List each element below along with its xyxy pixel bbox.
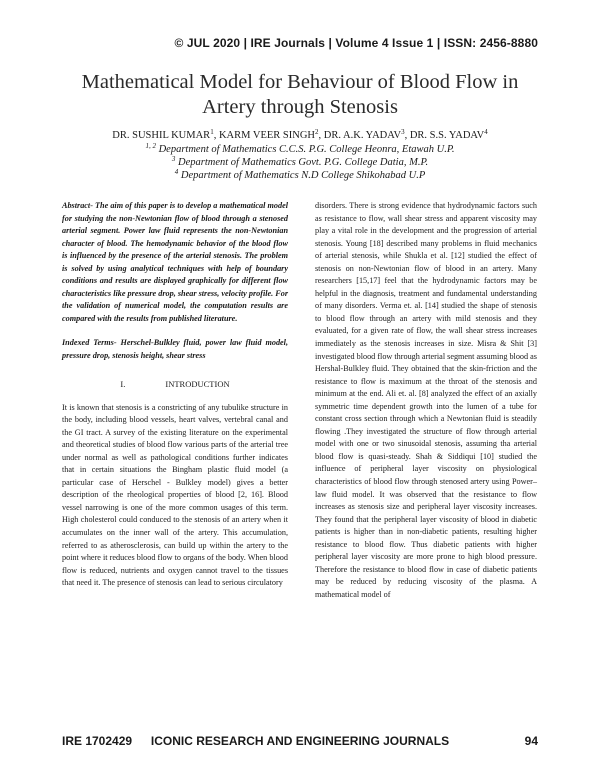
paper-title: [60, 70, 540, 120]
left-column: [62, 200, 288, 590]
author-name: DR. S.S. YADAV: [409, 130, 485, 141]
author-name: DR. A.K. YADAV: [323, 130, 402, 141]
affiliation-sup: 1, 2: [145, 142, 156, 150]
author-list: DR. SUSHIL KUMAR$^1$, KARM VEER SINGH$^2$, DR. A.K. YADAV$^3$, DR. S.S. YADAV$^4$: [112, 128, 488, 141]
footer-journal-name: ICONIC RESEARCH AND ENGINEERING JOURNALS: [150, 734, 450, 748]
affiliation-list: [40, 143, 560, 182]
author-sup: 4: [484, 128, 488, 136]
journal-header: © JUL 2020 | IRE Journals | Volume 4 Issue 1 | ISSN: 2456-8880: [174, 36, 538, 50]
footer-paper-id: IRE 1702429: [62, 734, 133, 748]
author-name: KARM VEER SINGH: [218, 130, 316, 141]
affiliation-text: Department of Mathematics C.C.S. P.G. College Heonra, Etawah U.P.: [158, 144, 455, 155]
affiliation-sup: 3: [171, 155, 176, 163]
title-line-2: Artery through Stenosis: [202, 96, 398, 118]
affiliation: [40, 156, 560, 169]
page-number: 94: [524, 734, 538, 748]
author-sup: 1: [210, 128, 214, 136]
author-name: DR. SUSHIL KUMAR: [112, 130, 211, 141]
abstract: Abstract- The aim of this paper is to develop a mathematical model for studying the non-Newtonian flow of blood through a stenosed arterial segment. Power law fluid represents the non-Newtonian character of blood. The hemodynamic behavior of the blood flow is influenced by the presence of the arterial stenosis. The problem is solved by using analytical techniques with help of boundary conditions and results are displayed graphically for different flow characteristics like pressure drop, shear stress, velocity profile. For the validation of numerical model, the computation results are compared with the results from published literature.: [62, 201, 288, 323]
intro-paragraph-right: disorders. There is strong evidence that hydrodynamic factors such as resistance to flow, wall shear stress and apparent viscosity may play a vital role in the development and the progression of arterial stenosis. Young [18] described many problems in fluid mechanics of arterial stenosis, while Shukla et al. [12] studied the effect of stenosis on non-Newtonian flow of blood in an artery. Many researchers [15,17] feel that the hydrodynamic factors may be helpful in the diagnosis, treatment and fundamental understanding of many disorders. Verma et. al. [14] studied the shape of stenosis to blood flow through an artery with mild stenosis and they evaluated, for a given rate of flow, the wall shear stress increases immediately as the stenosis increases in size. Misra & Shit [3] investigated blood flow through arterial segment assuming blood as Hershal-Bulkley fluid. They obtained that the skin-friction and the resistance to flow is maximum at the throat of the stenosis and minimum at the end. Ali et. al. [8] analyzed the effect of an axially symmetric time dependent growth into the lumen of a tube for constant cross section through which a Newtonian fluid is steadily flowing .They investigated the structure of flow through arterial model with one or two sinusoidal stenosis, assuming tha arterial blood flow is quasi-steady. Shah & Siddiqui [10] studied the influence of peripheral layer viscosity on physiological characteristics of blood flow through stenosed artery using Power–law fluid model. It was observed that the resistance to flow increases as stenosis size and peripheral layer viscosity increases. They found that the peripheral layer viscosity of blood in diabetic patients is higher than in non-diabetic patients, resulting higher resistance to blood flow. Thus diabetic patients with higher peripheral layer viscosity are more prone to high blood pressure. Therefore the resistance to blood flow in case of diabetic patients may be reduced by reducing viscosity of the plasma. A mathematical model of: [315, 201, 537, 599]
affiliation-text: Department of Mathematics N.D College Shikohabad U.P: [180, 170, 426, 181]
right-column: [315, 200, 537, 602]
affiliation: [40, 143, 560, 156]
section-heading: [62, 378, 288, 390]
affiliation-sup: 4: [174, 168, 179, 176]
intro-paragraph-left: It is known that stenosis is a constricting of any tubulike structure in the body, including blood vessels, heart valves, vertebral canal and the GI tract. A survey of the existing literature on the experimental and theoretical studies of blood flow various parts of the arterial tree under normal as well as pathological conditions further indicates that in certain situations the Bingham plastic fluid model (a particular case of Herschel - Bulkley model) gives a better description of the rheological properties of blood [2, 16]. Blood vessel narrowing is one of the more common usages of this term. High cholesterol could conduced to the stenosis of an artery when it accumulates on the inner wall of the artery. This accumulation, referred to as atherosclerosis, can build up within the artery to the point where it reduces blood flow to organs of the body. When blood flow is reduced, nutrients and oxygen cannot travel to the tissues that need it. The presence of stenosis can lead to serious circulatory: [62, 402, 288, 588]
keywords: Indexed Terms- Herschel-Bulkley fluid, power law fluid model, pressure drop, stenosis height, shear stress: [62, 338, 288, 361]
section-title: INTRODUCTION: [165, 378, 230, 389]
title-line-1: Mathematical Model for Behaviour of Blood Flow in: [81, 71, 519, 93]
affiliation: [40, 169, 560, 182]
author-sup: 3: [401, 128, 405, 136]
section-number: I.: [120, 378, 126, 389]
author-sup: 2: [315, 128, 319, 136]
affiliation-text: Department of Mathematics Govt. P.G. College Datia, M.P.: [178, 157, 429, 168]
